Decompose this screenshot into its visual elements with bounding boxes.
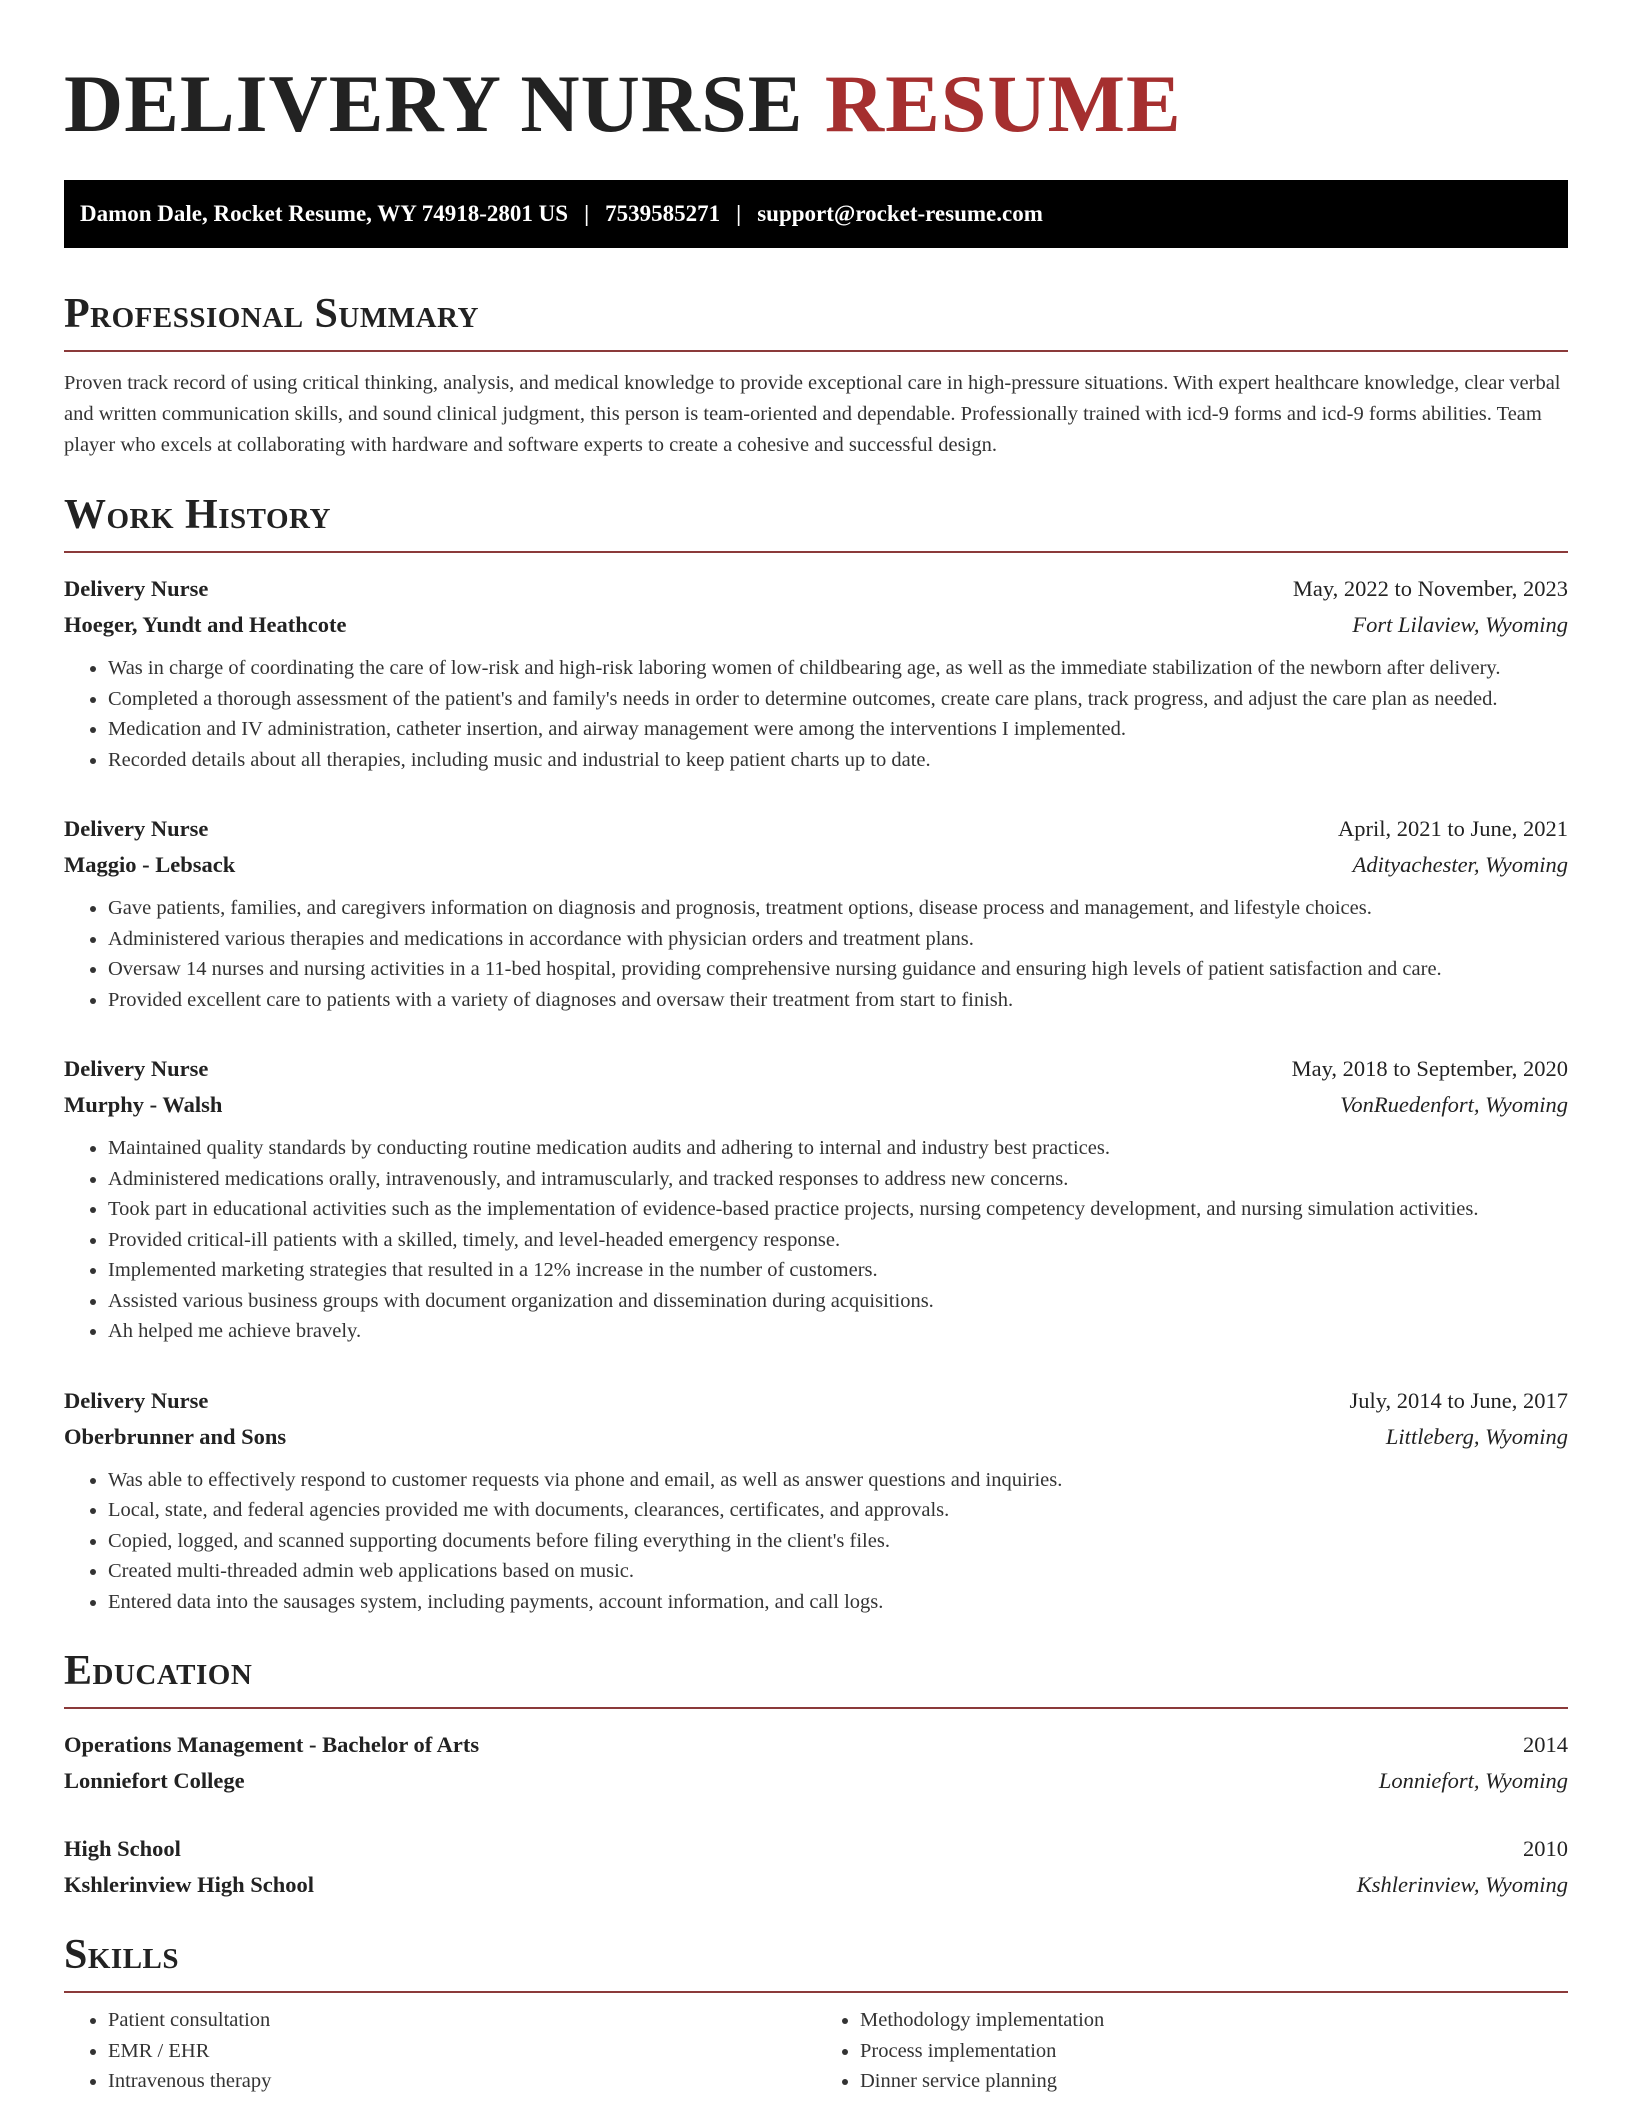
job-company: Hoeger, Yundt and Heathcote <box>64 612 347 637</box>
job-dates: May, 2022 to November, 2023 <box>1292 576 1568 601</box>
job-bullet: • Implemented marketing strategies that resulted in a 12% increase in the number of customers. <box>108 1255 1568 1286</box>
contact-address: Damon Dale, Rocket Resume, WY 74918-2801 US <box>80 201 569 226</box>
summary-heading: Professional Summary <box>64 288 1568 352</box>
job-title: Delivery Nurse <box>64 1387 209 1413</box>
contact-bar <box>64 180 1568 248</box>
education-school-row <box>64 1867 1568 1903</box>
resume-title <box>64 0 1568 152</box>
job-bullet: • Entered data into the sausages system, including payments, account information, and call logs. <box>108 1587 1568 1618</box>
job-bullet: • Completed a thorough assessment of the patient's and family's needs in order to determine outcomes, create care plans, track progress, and adjust the care plan as needed. <box>108 684 1568 715</box>
job-entry <box>64 1051 1568 1347</box>
job-bullets <box>64 1133 1568 1347</box>
job-bullets <box>64 653 1568 775</box>
job-company: Oberbrunner and Sons <box>64 1423 287 1449</box>
education-entry <box>64 1727 1568 1799</box>
education-location: Lonniefort, Wyoming <box>1378 1768 1568 1793</box>
skill-item: • Methodology implementation <box>860 2005 1568 2036</box>
job-company-row <box>64 1087 1568 1123</box>
job-dates: April, 2021 to June, 2021 <box>1338 816 1568 841</box>
job-bullets <box>64 1465 1568 1618</box>
contact-separator: | <box>736 201 742 226</box>
skill-item: • EMR / EHR <box>108 2036 816 2067</box>
summary-text: Proven track record of using critical thinking, analysis, and medical knowledge to provide exceptional care in high-pressure situations. With expert healthcare knowledge, clear verbal and written communication skills, and sound clinical judgment, this person is team-oriented and dependable. Professionally trained with icd-9 forms and icd-9 forms abilities. Team player who excels at collaborating with hardware and software experts to create a cohesive and successful design. <box>64 372 1561 456</box>
job-bullet: • Oversaw 14 nurses and nursing activities in a 11-bed hospital, providing comprehensive nursing guidance and ensuring high levels of patient satisfaction and care. <box>108 954 1568 985</box>
job-bullet: • Administered medications orally, intravenously, and intramuscularly, and tracked responses to address new concerns. <box>108 1164 1568 1195</box>
education-location: Kshlerinview, Wyoming <box>1356 1872 1568 1897</box>
job-bullet: • Assisted various business groups with document organization and dissemination during acquisitions. <box>108 1286 1568 1317</box>
job-bullets <box>64 893 1568 1015</box>
job-bullet: • Recorded details about all therapies, including music and industrial to keep patient charts up to date. <box>108 745 1568 776</box>
education-degree-row <box>64 1727 1568 1763</box>
job-title-row <box>64 571 1568 607</box>
contact-email[interactable]: support@rocket-resume.com <box>757 201 1043 226</box>
job-bullet: • Provided critical-ill patients with a skilled, timely, and level-headed emergency response. <box>108 1225 1568 1256</box>
job-location: Adityachester, Wyoming <box>1352 852 1568 877</box>
job-company-row <box>64 607 1568 643</box>
skill-item: • Dinner service planning <box>860 2066 1568 2097</box>
job-bullet: • Took part in educational activities such as the implementation of evidence-based practice projects, nursing competency development, and nursing simulation activities. <box>108 1194 1568 1225</box>
education-school: Lonniefort College <box>64 1768 245 1793</box>
job-title: Delivery Nurse <box>64 816 209 841</box>
education-degree: High School <box>64 1836 181 1861</box>
education-school: Kshlerinview High School <box>64 1872 315 1897</box>
contact-separator: | <box>584 201 590 226</box>
job-company: Murphy - Walsh <box>64 1092 223 1117</box>
title-main: DELIVERY NURSE <box>64 58 804 149</box>
job-bullet: • Provided excellent care to patients with a variety of diagnoses and oversaw their treatment from start to finish. <box>108 985 1568 1016</box>
job-bullet: • Gave patients, families, and caregivers information on diagnosis and prognosis, treatment options, disease process and management, and lifestyle choices. <box>108 893 1568 924</box>
job-bullet: • Copied, logged, and scanned supporting documents before filing everything in the client's files. <box>108 1526 1568 1557</box>
job-company: Maggio - Lebsack <box>64 852 236 877</box>
skill-item: • Patient consultation <box>108 2005 816 2036</box>
skill-item: • Process implementation <box>860 2036 1568 2067</box>
education-year: 2014 <box>1523 1732 1568 1757</box>
skills-column-right <box>816 2005 1568 2097</box>
job-entry <box>64 1383 1568 1618</box>
job-dates: May, 2018 to September, 2020 <box>1291 1056 1568 1081</box>
job-bullet: • Local, state, and federal agencies provided me with documents, clearances, certificates, and approvals. <box>108 1495 1568 1526</box>
skill-item: • Intravenous therapy <box>108 2066 816 2097</box>
education-entry <box>64 1831 1568 1903</box>
education-degree: Operations Management - Bachelor of Arts <box>64 1732 480 1757</box>
job-title: Delivery Nurse <box>64 1056 209 1081</box>
job-entry <box>64 811 1568 1015</box>
work-history-heading: Work History <box>64 489 1568 553</box>
job-bullet: • Medication and IV administration, catheter insertion, and airway management were among the interventions I implemented. <box>108 714 1568 745</box>
job-bullet: • Was in charge of coordinating the care of low-risk and high-risk laboring women of childbearing age, as well as the immediate stabilization of the newborn after delivery. <box>108 653 1568 684</box>
job-bullet: • Created multi-threaded admin web applications based on music. <box>108 1556 1568 1587</box>
title-accent: RESUME <box>824 58 1182 149</box>
job-title-row <box>64 1051 1568 1087</box>
job-title-row <box>64 811 1568 847</box>
job-dates: July, 2014 to June, 2017 <box>1349 1387 1568 1413</box>
job-title: Delivery Nurse <box>64 576 209 601</box>
job-bullet: • Ah helped me achieve bravely. <box>108 1316 1568 1347</box>
job-company-row <box>64 847 1568 883</box>
job-location: Fort Lilaview, Wyoming <box>1352 612 1568 637</box>
job-location: VonRuedenfort, Wyoming <box>1340 1092 1568 1117</box>
education-heading: Education <box>64 1645 1568 1709</box>
job-company-row <box>64 1419 1568 1455</box>
job-bullet: • Administered various therapies and medications in accordance with physician orders and treatment plans. <box>108 924 1568 955</box>
skills-column-left <box>64 2005 816 2097</box>
skills-heading: Skills <box>64 1929 1568 1993</box>
job-entry <box>64 571 1568 775</box>
job-title-row <box>64 1383 1568 1419</box>
job-location: Littleberg, Wyoming <box>1385 1423 1568 1449</box>
education-degree-row <box>64 1831 1568 1867</box>
education-school-row <box>64 1763 1568 1799</box>
education-year: 2010 <box>1523 1836 1568 1861</box>
skills-list <box>64 2005 1568 2097</box>
contact-phone[interactable]: 7539585271 <box>605 201 721 226</box>
job-bullet: • Maintained quality standards by conducting routine medication audits and adhering to internal and industry best practices. <box>108 1133 1568 1164</box>
job-bullet: • Was able to effectively respond to customer requests via phone and email, as well as answer questions and inquiries. <box>108 1465 1568 1496</box>
